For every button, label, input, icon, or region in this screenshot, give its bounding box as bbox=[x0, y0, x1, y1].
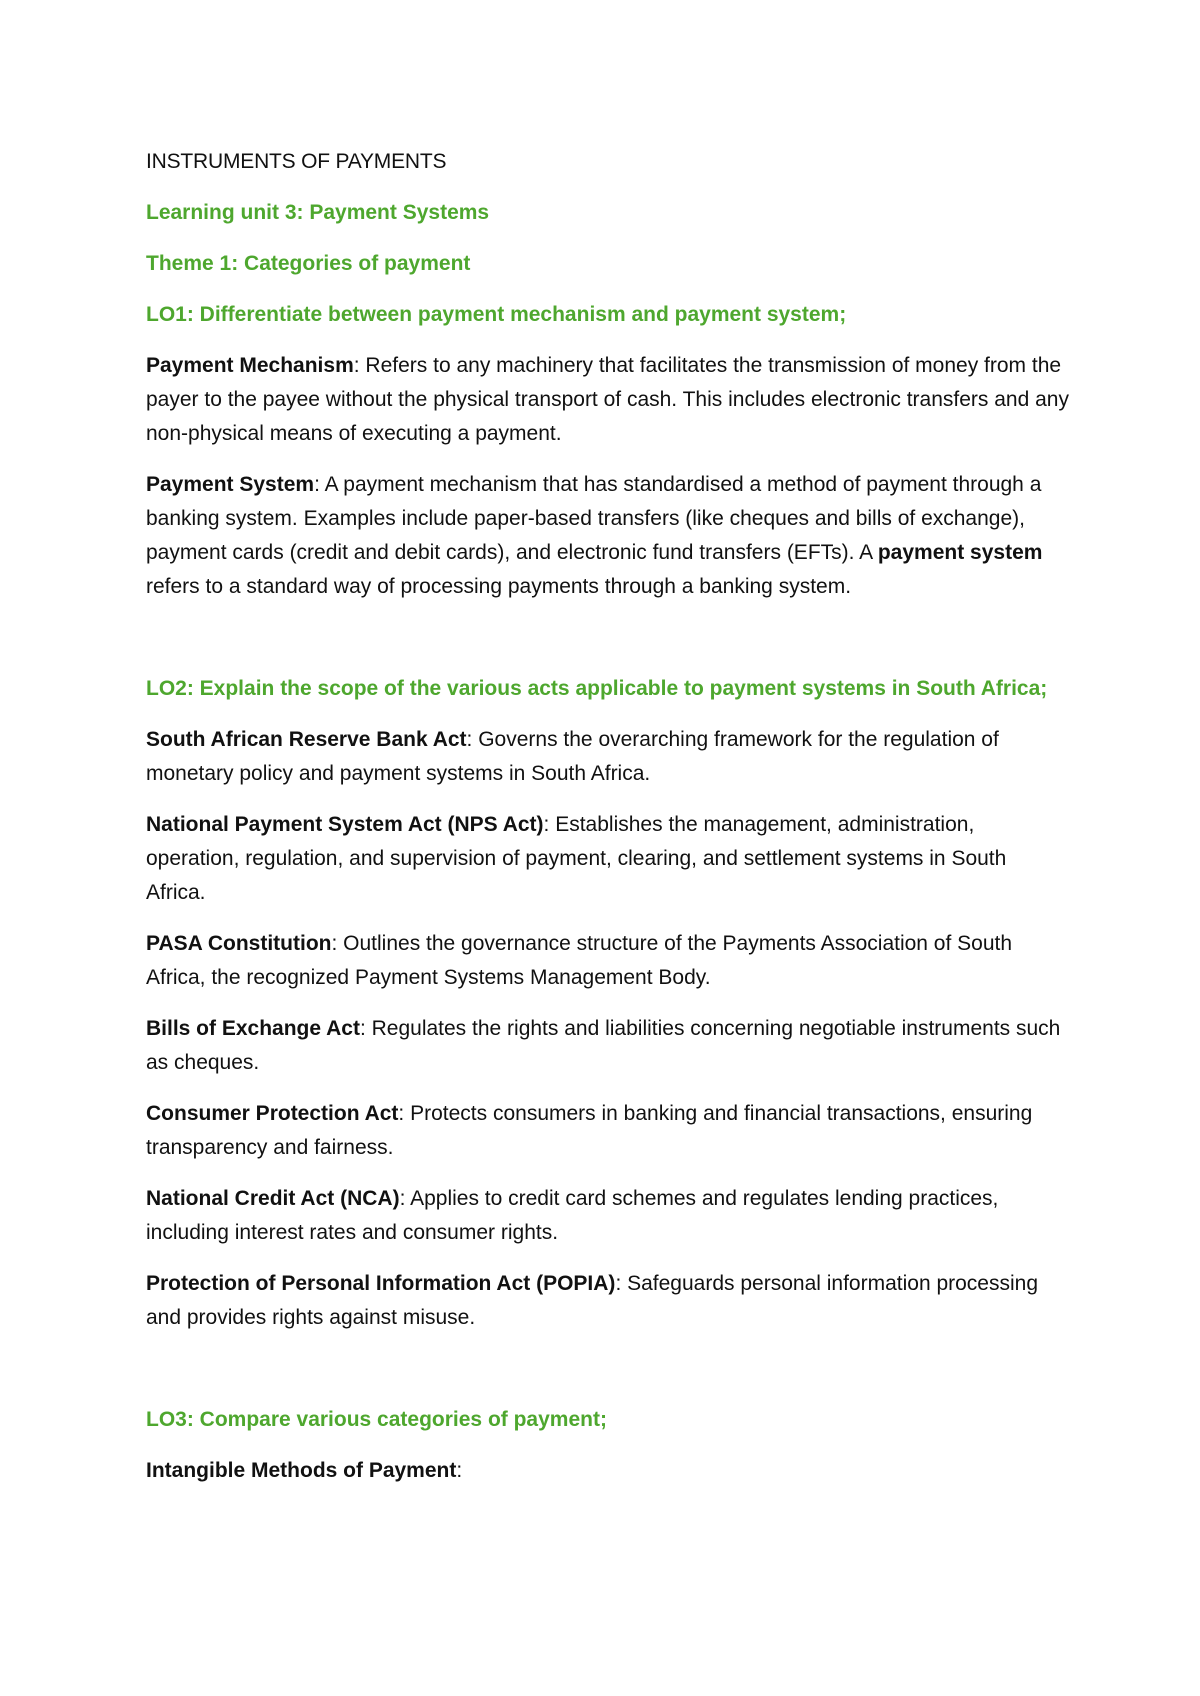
act-sarb bbox=[146, 723, 1070, 791]
act-nps bbox=[146, 808, 1070, 910]
act-popia bbox=[146, 1267, 1070, 1335]
act-separator: : bbox=[543, 813, 556, 836]
act-description: Outlines the governance structure of the Payments Association of South Africa, the recognized Payment Systems Management Body. bbox=[146, 932, 1013, 989]
act-pasa bbox=[146, 927, 1070, 995]
section-spacer bbox=[146, 621, 1070, 672]
lo2-heading: LO2: Explain the scope of the various acts applicable to payment systems in South Africa; bbox=[146, 677, 1048, 700]
act-description: Applies to credit card schemes and regulates lending practices, including interest rates and consumer rights. bbox=[146, 1187, 999, 1244]
definition-text: A payment mechanism that has standardised a method of payment through a banking system. Examples include paper-based transfers (like cheques and bills of exchange), payment cards (credit and debit cards), and electronic fund transfers (EFTs). A bbox=[146, 473, 1042, 564]
act-name: National Payment System Act (NPS Act) bbox=[146, 813, 544, 836]
definition-text-continued: refers to a standard way of processing payments through a banking system. bbox=[146, 575, 852, 598]
act-description: Governs the overarching framework for the regulation of monetary policy and payment systems in South Africa. bbox=[146, 728, 999, 785]
act-name: National Credit Act (NCA) bbox=[146, 1187, 400, 1210]
act-description: Safeguards personal information processing and provides rights against misuse. bbox=[146, 1272, 1039, 1329]
act-separator: : bbox=[399, 1187, 411, 1210]
act-name: Protection of Personal Information Act (POPIA) bbox=[146, 1272, 616, 1295]
definition-term: Payment Mechanism bbox=[146, 354, 354, 377]
act-bills-of-exchange bbox=[146, 1012, 1070, 1080]
subheading-text: Intangible Methods of Payment bbox=[146, 1459, 457, 1482]
act-nca bbox=[146, 1182, 1070, 1250]
lo1-heading: LO1: Differentiate between payment mechanism and payment system; bbox=[146, 303, 847, 326]
definition-term: Payment System bbox=[146, 473, 315, 496]
definition-separator: : bbox=[314, 473, 325, 496]
lo3-heading: LO3: Compare various categories of payment; bbox=[146, 1408, 607, 1431]
definition-separator: : bbox=[353, 354, 366, 377]
act-separator: : bbox=[466, 728, 479, 751]
act-separator: : bbox=[359, 1017, 372, 1040]
intangible-methods-heading bbox=[146, 1454, 1070, 1488]
definition-text: Refers to any machinery that facilitates the transmission of money from the payer to the payee without the physical transport of cash. This includes electronic transfers and any non-physical means of executing a payment. bbox=[146, 354, 1069, 445]
act-name: Bills of Exchange Act bbox=[146, 1017, 360, 1040]
section-spacer bbox=[146, 1352, 1070, 1403]
theme-heading: Theme 1: Categories of payment bbox=[146, 252, 471, 275]
learning-unit-heading: Learning unit 3: Payment Systems bbox=[146, 201, 490, 224]
act-name: Consumer Protection Act bbox=[146, 1102, 399, 1125]
inline-bold-term: payment system bbox=[877, 541, 1043, 564]
act-separator: : bbox=[331, 932, 344, 955]
act-separator: : bbox=[615, 1272, 628, 1295]
definition-payment-system bbox=[146, 468, 1070, 604]
act-separator: : bbox=[398, 1102, 411, 1125]
definition-payment-mechanism bbox=[146, 349, 1070, 451]
subheading-separator: : bbox=[456, 1459, 463, 1482]
act-description: Regulates the rights and liabilities concerning negotiable instruments such as cheques. bbox=[146, 1017, 1061, 1074]
document-title: INSTRUMENTS OF PAYMENTS bbox=[146, 150, 447, 173]
act-description: Establishes the management, administration, operation, regulation, and supervision of payment, clearing, and settlement systems in South Africa. bbox=[146, 813, 1007, 904]
act-description: Protects consumers in banking and financial transactions, ensuring transparency and fairness. bbox=[146, 1102, 1033, 1159]
act-name: South African Reserve Bank Act bbox=[146, 728, 467, 751]
act-name: PASA Constitution bbox=[146, 932, 332, 955]
act-consumer-protection bbox=[146, 1097, 1070, 1165]
